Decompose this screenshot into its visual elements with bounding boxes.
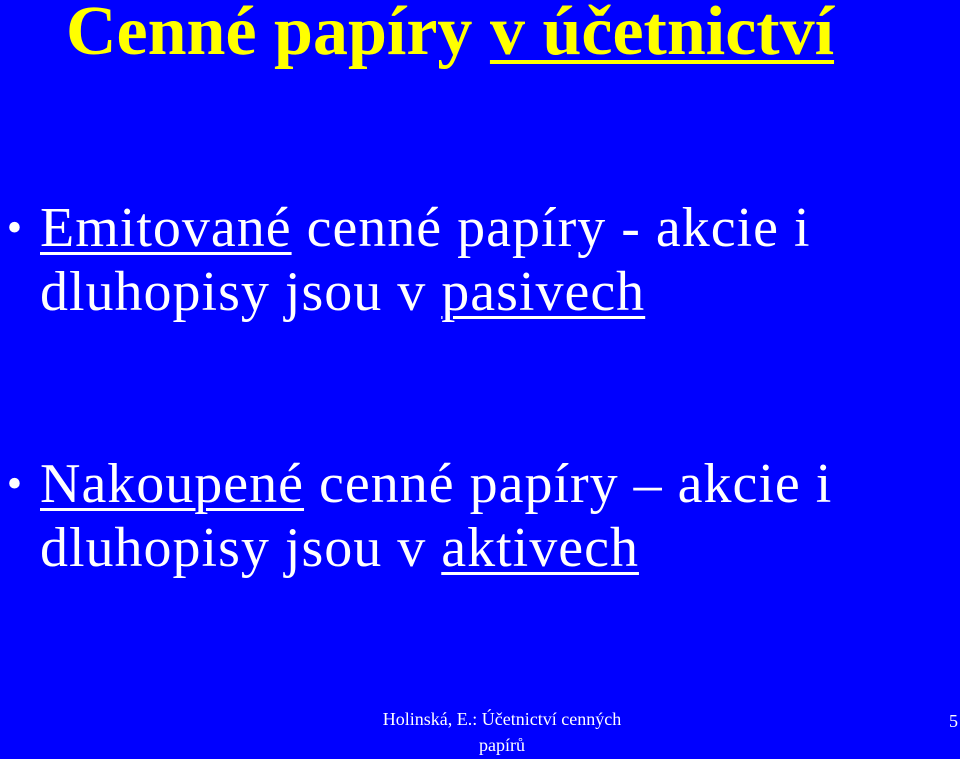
page-number: 5	[949, 711, 958, 731]
bullet-line-2	[40, 516, 940, 580]
bullet-keyword: Nakoupené	[40, 453, 305, 515]
bullet-line-2-keyword: pasivech	[441, 261, 646, 323]
slide-footer	[352, 706, 652, 758]
footer-line-2: papírů	[479, 735, 525, 755]
bullet-line-1	[40, 452, 940, 516]
bullet-icon: •	[6, 203, 24, 252]
slide-title-underlined: v účetnictví	[489, 0, 835, 70]
bullet-keyword: Emitované	[40, 197, 292, 259]
slide-title	[66, 0, 834, 74]
bullet-line-2	[40, 260, 940, 324]
bullet-text	[40, 196, 940, 324]
bullet-line-2-plain: dluhopisy jsou v	[40, 517, 442, 579]
bullet-icon: •	[6, 459, 24, 508]
bullet-line-2-plain: dluhopisy jsou v	[40, 261, 442, 323]
footer-line-1: Holinská, E.: Účetnictví cenných	[382, 709, 622, 729]
slide-title-part1: Cenné papíry	[66, 0, 490, 70]
bullet-line-2-keyword: aktivech	[441, 517, 639, 579]
bullet-line-1	[40, 196, 940, 260]
bullet-line-1-rest: cenné papíry - akcie i	[291, 197, 811, 259]
bullet-text	[40, 452, 940, 580]
bullet-line-1-rest: cenné papíry – akcie i	[304, 453, 833, 515]
